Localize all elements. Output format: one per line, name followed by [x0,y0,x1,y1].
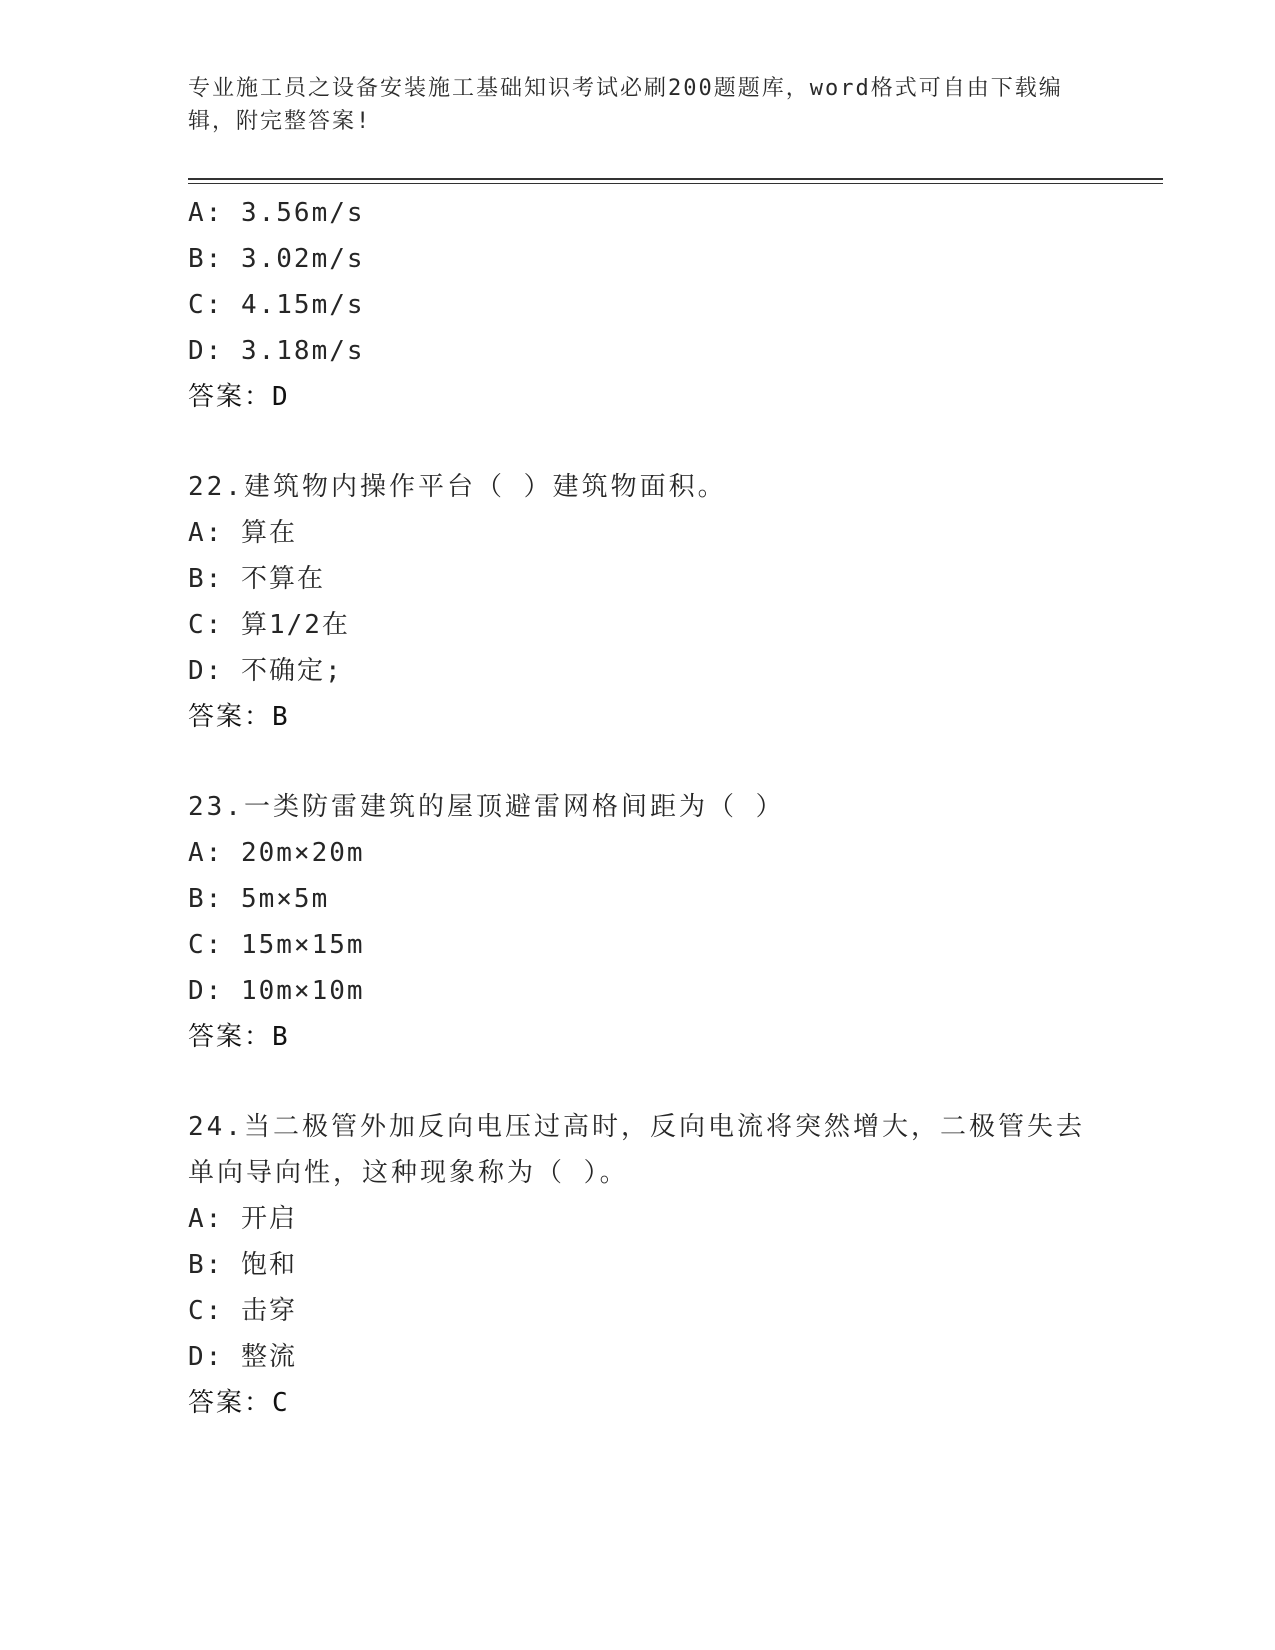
question-block-23 [188,784,1163,1060]
option-c: C: 算1/2在 [188,610,350,640]
question-block-24 [188,1104,1163,1426]
option-c: C: 15m×15m [188,930,365,960]
question-block-22 [188,464,1163,740]
header-divider-thick [188,178,1163,180]
answer-line: 答案：D [188,382,290,412]
option-a: A: 算在 [188,518,297,548]
option-a: A: 3.56m/s [188,198,365,228]
option-b: B: 饱和 [188,1250,297,1280]
question-text: 23.一类防雷建筑的屋顶避雷网格间距为（ ） [188,792,785,822]
option-b: B: 3.02m/s [188,244,365,274]
option-a: A: 20m×20m [188,838,365,868]
option-c: C: 4.15m/s [188,290,365,320]
option-b: B: 5m×5m [188,884,330,914]
option-d: D: 不确定; [188,656,343,686]
answer-line: 答案：B [188,702,290,732]
document-header: 专业施工员之设备安装施工基础知识考试必刷200题题库，word格式可自由下载编辑，附完整答案! [188,76,1063,134]
header-divider-thin [188,183,1163,184]
question-text: 24.当二极管外加反向电压过高时，反向电流将突然增大，二极管失去单向导向性，这种现象称为（ ）。 [188,1112,1085,1188]
question-text: 22.建筑物内操作平台（ ）建筑物面积。 [188,472,727,502]
question-block-21 [188,190,1163,420]
option-d: D: 10m×10m [188,976,365,1006]
question-content [188,190,1163,1426]
option-d: D: 3.18m/s [188,336,365,366]
answer-line: 答案：B [188,1022,290,1052]
answer-line: 答案：C [188,1388,290,1418]
option-d: D: 整流 [188,1342,297,1372]
option-c: C: 击穿 [188,1296,297,1326]
option-a: A: 开启 [188,1204,297,1234]
option-b: B: 不算在 [188,564,325,594]
